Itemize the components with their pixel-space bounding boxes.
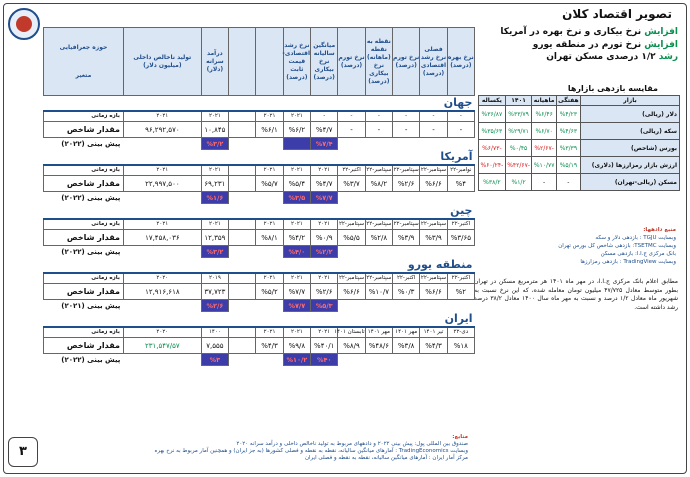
- market-value: -%۶۰/۲۴: [479, 157, 506, 174]
- forecast-growth: %۳: [201, 354, 228, 366]
- value-cell: %۶/۶: [420, 284, 447, 300]
- market-table-title: مقایسه بازدهی بازارها: [567, 84, 658, 93]
- forecast-growth: %۳/۲: [201, 138, 228, 150]
- value-cell: %۴/۷: [311, 122, 338, 138]
- value-cell: ۷,۵۵۵: [201, 338, 228, 354]
- value-cell: %۳/۹: [393, 230, 420, 246]
- market-value: %۱۰/۷۷: [532, 157, 556, 174]
- forecast-unemployment: [283, 138, 310, 150]
- value-row: [44, 284, 475, 300]
- value-cell: %۴/۲: [283, 230, 310, 246]
- header-quarterly-growth: فصلی نرخ رشد اقتصادی (درصد): [420, 28, 447, 96]
- period-cell: ۲۰۲۱: [123, 111, 201, 122]
- value-row: [44, 230, 475, 246]
- period-cell-empty: [229, 165, 256, 176]
- notes-heading: منابع:: [452, 434, 468, 440]
- region-header: [44, 204, 475, 219]
- header-spacer: [229, 28, 256, 96]
- period-cell: ۲۰۲۱: [283, 219, 310, 230]
- period-cell: تابستان ۱۴۰۱: [338, 327, 365, 338]
- period-cell: ۲۰۲۱: [256, 165, 283, 176]
- value-label: مقدار شاخص: [44, 122, 124, 138]
- period-cell: ۲۰۲۱: [311, 219, 338, 230]
- period-cell: ۲۰۲۱: [123, 219, 201, 230]
- forecast-gap: [393, 354, 420, 366]
- forecast-gap: [393, 300, 420, 312]
- region-name: ایران: [444, 312, 473, 326]
- period-cell: ۲۰۲۱: [256, 327, 283, 338]
- forecast-gap: [229, 192, 256, 204]
- source-line: وبسایت TradingView : بازدهی رمزارزها: [580, 259, 676, 265]
- region-title-cell: [44, 96, 475, 111]
- value-cell: %۱۰/۷: [365, 284, 392, 300]
- header-spacer: [256, 28, 283, 96]
- period-cell: نوامبر-۲۲: [447, 165, 474, 176]
- value-cell: %۶/۶: [338, 284, 365, 300]
- period-cell-empty: [229, 327, 256, 338]
- value-cell: %۹/۸: [283, 338, 310, 354]
- forecast-row: [44, 354, 475, 366]
- market-value: %۴/۲۳: [556, 106, 580, 123]
- period-cell: -: [447, 111, 474, 122]
- forecast-inflation: %۲/۲: [311, 246, 338, 258]
- value-label: مقدار شاخص: [44, 284, 124, 300]
- period-cell: ۲۰۲۱: [283, 111, 310, 122]
- market-returns-table: [478, 95, 680, 191]
- market-name: سکه (ریالی): [580, 123, 679, 140]
- region-title-cell: [44, 312, 475, 327]
- header-annual-growth: نرخ رشد اقتصادی-قیمت ثابت (درصد): [283, 28, 310, 96]
- value-cell: -: [393, 122, 420, 138]
- forecast-gap: [447, 192, 474, 204]
- period-cell: ۲۰۲۱: [283, 327, 310, 338]
- forecast-gap: [447, 300, 474, 312]
- period-cell: سپتامبر-۲۲: [338, 219, 365, 230]
- forecast-gap: [420, 138, 447, 150]
- header-gdp: تولید ناخالص داخلی (میلیون دلار): [123, 28, 201, 96]
- headline-1: افزایش نرخ بیکاری و نرخ بهره در آمریکا: [500, 27, 678, 37]
- forecast-gap: [123, 192, 201, 204]
- forecast-gap: [338, 300, 365, 312]
- period-cell: ۲۰۲۱: [256, 111, 283, 122]
- period-cell: تیر ۱۴۰۱: [420, 327, 447, 338]
- value-cell: %۵/۷: [256, 176, 283, 192]
- period-cell: ۲۰۲۱: [201, 219, 228, 230]
- forecast-unemployment: %۳/۵: [283, 192, 310, 204]
- gdp-value: ۱۲,۹۱۶,۶۱۸: [123, 284, 201, 300]
- market-value: -%۴۲/۶۷: [505, 157, 532, 174]
- value-label: مقدار شاخص: [44, 176, 124, 192]
- value-row: [44, 122, 475, 138]
- region-header: [44, 150, 475, 165]
- value-cell: %۶/۶: [420, 176, 447, 192]
- value-cell: %۳/۹: [420, 230, 447, 246]
- market-header-cell: ماهیانه: [533, 97, 555, 104]
- value-cell: %۴/۳: [420, 338, 447, 354]
- market-value: %۶/۴۶: [532, 106, 556, 123]
- value-cell-empty: [229, 176, 256, 192]
- market-header-cell: هفتگی: [558, 97, 579, 104]
- gdp-value: ۲۲,۹۹۷,۵۰۰: [123, 176, 201, 192]
- forecast-inflation: %۷/۷: [311, 192, 338, 204]
- period-cell: اکتبر-۲۲: [338, 165, 365, 176]
- market-name: ارزش بازار رمزارزها (دلاری): [580, 157, 679, 174]
- market-name: مسکن (ریالی-تهران): [580, 174, 679, 191]
- forecast-gap: [420, 246, 447, 258]
- header-per-capita: درآمد سرانه (دلار): [201, 28, 228, 96]
- value-cell: -: [365, 122, 392, 138]
- forecast-growth: %۳/۲: [201, 246, 228, 258]
- forecast-gap: [447, 246, 474, 258]
- forecast-gap: [256, 354, 283, 366]
- period-label: بازه زمانی: [44, 111, 124, 122]
- forecast-row: [44, 138, 475, 150]
- period-cell: ۲۰۲۱: [283, 165, 310, 176]
- value-cell: %۴/۳: [256, 338, 283, 354]
- period-cell: -: [338, 111, 365, 122]
- forecast-growth: %۲/۶: [201, 300, 228, 312]
- logo-icon: [8, 8, 40, 40]
- period-cell: ۲۰۲۱: [201, 111, 228, 122]
- forecast-gap: [256, 192, 283, 204]
- header-annual-inflation: نرخ تورم (درصد): [338, 28, 365, 96]
- value-cell: %۶/۱: [256, 122, 283, 138]
- source-line: وبسایت TSETMC: بازدهی شاخص کل بورس تهران: [558, 243, 676, 249]
- period-cell-empty: [229, 111, 256, 122]
- header-interest-rate: نرخ بهره (درصد): [447, 28, 474, 96]
- period-row: [44, 111, 475, 122]
- value-cell-empty: [229, 230, 256, 246]
- period-label: بازه زمانی: [44, 219, 124, 230]
- value-row: [44, 176, 475, 192]
- market-name: دلار (ریالی): [580, 106, 679, 123]
- forecast-label: پیش بینی (۲۰۲۲): [61, 355, 121, 364]
- period-cell: سپتامبر-۲۲: [365, 165, 392, 176]
- forecast-unemployment: %۷/۷: [283, 300, 310, 312]
- forecast-gap: [123, 138, 201, 150]
- forecast-gap: [338, 192, 365, 204]
- forecast-gap: [229, 300, 256, 312]
- value-cell: %۰/۹: [311, 230, 338, 246]
- region-name: چین: [450, 204, 473, 218]
- value-cell: %۸/۲: [365, 176, 392, 192]
- forecast-gap: [256, 246, 283, 258]
- housing-paragraph: مطابق اعلام بانک مرکزی ج.ا.ا، در مهر ماه ۱۴۰۱ هر مترمربع مسکن در تهران بطور متوسط معادل ۴۷/۷۲۵ میلیون تومان معامله شده، که این نرخ نسبت به شهریور ماه معادل ۱/۲ درصد و نسبت به مهر ماه سال ۱۴۰۰ معادل ۳۸/۲ درصد رشد داشته است.: [474, 278, 679, 311]
- value-cell: %۲/۶: [311, 284, 338, 300]
- gdp-value: ۹۶,۲۹۲,۵۷۰: [123, 122, 201, 138]
- value-cell: %۵/۴: [283, 176, 310, 192]
- period-cell: اکتبر-۲۲: [447, 273, 474, 284]
- period-row: [44, 273, 475, 284]
- market-value: %۳۳/۷۹: [505, 106, 532, 123]
- notes-section: [48, 434, 468, 462]
- market-value: -%۶/۷۳: [479, 140, 506, 157]
- forecast-label: پیش بینی (۲۰۲۲): [61, 193, 121, 202]
- value-label: مقدار شاخص: [44, 338, 124, 354]
- market-value: %۳۵/۶۳: [479, 123, 506, 140]
- market-value: %۰/۴۵: [505, 140, 532, 157]
- header-annual-unemployment: میانگین سالیانه نرخ بیکاری (درصد): [311, 28, 338, 96]
- market-row: [479, 157, 680, 174]
- market-value: %۳/۳۹: [556, 140, 580, 157]
- region-header: [44, 312, 475, 327]
- period-cell: ۲۰۲۱: [311, 327, 338, 338]
- forecast-gap: [365, 300, 392, 312]
- region-header: [44, 258, 475, 273]
- market-table-header: [479, 96, 680, 106]
- value-cell: %۱۸: [447, 338, 474, 354]
- period-cell: ۲۰۲۱: [311, 165, 338, 176]
- market-row: [479, 174, 680, 191]
- forecast-gap: [365, 138, 392, 150]
- page-title: تصویر اقتصاد کلان: [562, 7, 672, 21]
- forecast-gap: [393, 246, 420, 258]
- value-cell: %۸/۹: [338, 338, 365, 354]
- market-value: %۴/۶۳: [556, 123, 580, 140]
- period-cell: سپتامبر-۲۲: [393, 165, 420, 176]
- value-cell: %۵/۲: [256, 284, 283, 300]
- value-cell: %۴/۷: [311, 176, 338, 192]
- period-cell: ۲۰۲۰: [123, 273, 201, 284]
- period-cell: ۱۴۰۰: [201, 327, 228, 338]
- period-row: [44, 219, 475, 230]
- value-cell: %۲: [447, 284, 474, 300]
- market-value: %۲۹/۷۱: [505, 123, 532, 140]
- value-cell: %۰/۳: [393, 284, 420, 300]
- period-cell: ۲۰۲۱: [201, 165, 228, 176]
- note-line: صندوق بین المللی پول: پیش بینی ۲۰۲۲ و دادههای مربوط به تولید ناخالص داخلی و درآمد سرانه ۲۰۲۰: [236, 441, 468, 447]
- period-row: [44, 165, 475, 176]
- note-line: مرکز آمار ایران : آمارهای میانگین سالیانه، نقطه به نقطه و فصلی ایران: [304, 455, 468, 461]
- sources-right: [478, 226, 676, 266]
- forecast-gap: [365, 246, 392, 258]
- value-cell-empty: [229, 338, 256, 354]
- period-cell: ۲۰۱۹: [201, 273, 228, 284]
- forecast-gap: [123, 246, 201, 258]
- region-name: آمریکا: [440, 150, 473, 164]
- value-cell-empty: [229, 284, 256, 300]
- forecast-gap: [420, 192, 447, 204]
- region-name: منطقه یورو: [407, 258, 473, 272]
- header-p2p-unemployment: نقطه به نقطه (ماهانه) نرخ بیکاری (درصد): [365, 28, 392, 96]
- source-line: وبسایت TGJU : بازدهی دلار و سکه: [595, 235, 676, 241]
- period-cell: مهر ۱۴۰۱: [365, 327, 392, 338]
- region-name: جهان: [443, 96, 473, 110]
- macro-indicators-table: [43, 27, 475, 366]
- forecast-inflation: %۵/۳: [311, 300, 338, 312]
- forecast-gap: [123, 354, 201, 366]
- period-cell: سپتامبر-۲۲: [338, 273, 365, 284]
- period-cell: اکتبر-۲۲: [393, 273, 420, 284]
- period-cell: ۲۰۲۰: [123, 327, 201, 338]
- value-cell: %۲/۶: [393, 176, 420, 192]
- value-cell-empty: [229, 122, 256, 138]
- period-label: بازه زمانی: [44, 273, 124, 284]
- value-cell: ۱۰,۸۴۵: [201, 122, 228, 138]
- market-value: -: [556, 174, 580, 191]
- forecast-gap: [393, 138, 420, 150]
- value-cell: %۴۰/۱: [311, 338, 338, 354]
- value-cell: ۶۹,۲۳۱: [201, 176, 228, 192]
- market-name: بورس (شاخص): [580, 140, 679, 157]
- period-cell: سپتامبر-۲۲: [365, 219, 392, 230]
- forecast-row: [44, 192, 475, 204]
- period-cell: -: [365, 111, 392, 122]
- forecast-gap: [256, 300, 283, 312]
- headline-2: افزایش نرخ تورم در منطقه یورو: [532, 39, 678, 50]
- market-row: [479, 106, 680, 123]
- forecast-gap: [447, 138, 474, 150]
- period-row: [44, 327, 475, 338]
- forecast-gap: [420, 300, 447, 312]
- value-cell: %۴: [447, 176, 474, 192]
- value-cell: ۱۲,۳۵۹: [201, 230, 228, 246]
- forecast-gap: [338, 246, 365, 258]
- market-value: %۳۸/۲: [479, 174, 506, 191]
- forecast-gap: [256, 138, 283, 150]
- forecast-unemployment: %۴/۰: [283, 246, 310, 258]
- forecast-label: پیش بینی (۲۰۲۱): [61, 301, 121, 310]
- forecast-gap: [123, 300, 201, 312]
- region-title-cell: [44, 258, 475, 273]
- period-cell: -: [393, 111, 420, 122]
- value-cell: %۸/۱: [256, 230, 283, 246]
- value-label: مقدار شاخص: [44, 230, 124, 246]
- forecast-inflation: %۴۰: [311, 354, 338, 366]
- forecast-label: پیش بینی (۲۰۲۲): [61, 139, 121, 148]
- period-label: بازه زمانی: [44, 327, 124, 338]
- forecast-unemployment: %۱۰/۲: [283, 354, 310, 366]
- value-cell: %۴۸/۶: [365, 338, 392, 354]
- value-cell: %۲/۸: [365, 230, 392, 246]
- period-cell: ۲۰۲۱: [283, 273, 310, 284]
- market-value: %۶/۷۰: [532, 123, 556, 140]
- headline-3: رشد ۱/۲ درصدی مسکن تهران: [546, 52, 678, 62]
- market-value: %۳۶/۸۷: [479, 106, 506, 123]
- period-cell: سپتامبر-۲۲: [393, 219, 420, 230]
- forecast-gap: [447, 354, 474, 366]
- period-cell: ۲۰۲۱: [256, 273, 283, 284]
- forecast-gap: [229, 138, 256, 150]
- forecast-gap: [229, 246, 256, 258]
- forecast-row: [44, 246, 475, 258]
- market-header-cell: بازار: [580, 96, 679, 106]
- period-cell: ۲۰۲۱: [256, 219, 283, 230]
- value-cell: -: [338, 122, 365, 138]
- market-value: %۱/۲: [505, 174, 532, 191]
- forecast-gap: [229, 354, 256, 366]
- market-header-cell: یکساله: [479, 96, 506, 106]
- forecast-gap: [420, 354, 447, 366]
- value-cell: %۳/۷: [338, 176, 365, 192]
- region-title-cell: [44, 204, 475, 219]
- sources-heading: منبع دادهها:: [643, 227, 676, 233]
- forecast-inflation: %۷/۴: [311, 138, 338, 150]
- market-value: -: [532, 174, 556, 191]
- main-table-header: [44, 28, 475, 96]
- page-number: ۳: [8, 437, 38, 467]
- period-cell: اکتبر-۲۲: [447, 219, 474, 230]
- market-row: [479, 123, 680, 140]
- market-value: -%۲/۶۷: [532, 140, 556, 157]
- market-header-cell: ۱۴۰۱: [505, 96, 532, 106]
- period-cell: ۲۰۲۱: [311, 273, 338, 284]
- value-cell: %۶/۲: [283, 122, 310, 138]
- period-cell-empty: [229, 273, 256, 284]
- forecast-gap: [338, 354, 365, 366]
- market-value: %۵/۱۹: [556, 157, 580, 174]
- region-header: [44, 96, 475, 111]
- gdp-value: ۲۳۱,۵۴۷/۵۷: [123, 338, 201, 354]
- headlines: [473, 26, 678, 64]
- period-label: بازه زمانی: [44, 165, 124, 176]
- forecast-label: پیش بینی (۲۰۲۲): [61, 247, 121, 256]
- forecast-growth: %۱/۶: [201, 192, 228, 204]
- period-cell: سپتامبر-۲۲: [365, 273, 392, 284]
- value-cell: -: [420, 122, 447, 138]
- value-cell: -: [447, 122, 474, 138]
- period-cell: سپتامبر-۲۲: [420, 165, 447, 176]
- period-cell: سپتامبر-۲۲: [420, 273, 447, 284]
- period-cell: سپتامبر-۲۲: [420, 219, 447, 230]
- period-cell-empty: [229, 219, 256, 230]
- header-region: حوزه جغرافیایی متغیر: [44, 28, 124, 96]
- period-cell: -: [420, 111, 447, 122]
- value-cell: ۳۷,۷۲۳: [201, 284, 228, 300]
- header-p2p-inflation: نرخ تورم (درصد): [393, 28, 420, 96]
- value-row: [44, 338, 475, 354]
- note-line: وبسایت TradingEconomics : آمارهای میانگین سالیانه، نقطه به نقطه و فصلی کشورها (به جز ایران) و همچنین آمار مربوط به نرخ بهره: [154, 448, 468, 454]
- gdp-value: ۱۷,۴۵۸,۰۳۶: [123, 230, 201, 246]
- value-cell: %۷/۷: [283, 284, 310, 300]
- period-cell: -: [311, 111, 338, 122]
- value-cell: %۵/۵: [338, 230, 365, 246]
- value-cell: %۳/۸: [393, 338, 420, 354]
- forecast-gap: [393, 192, 420, 204]
- period-cell: مهر ۱۴۰۱: [393, 327, 420, 338]
- region-title-cell: [44, 150, 475, 165]
- market-row: [479, 140, 680, 157]
- period-cell: دی-۲۲: [447, 327, 474, 338]
- forecast-gap: [338, 138, 365, 150]
- forecast-gap: [365, 192, 392, 204]
- source-line: بانک مرکزی ج.ا.ا: بازدهی مسکن: [600, 251, 676, 257]
- forecast-row: [44, 300, 475, 312]
- forecast-gap: [365, 354, 392, 366]
- period-cell: ۲۰۲۱: [123, 165, 201, 176]
- value-cell: %۳/۶۵: [447, 230, 474, 246]
